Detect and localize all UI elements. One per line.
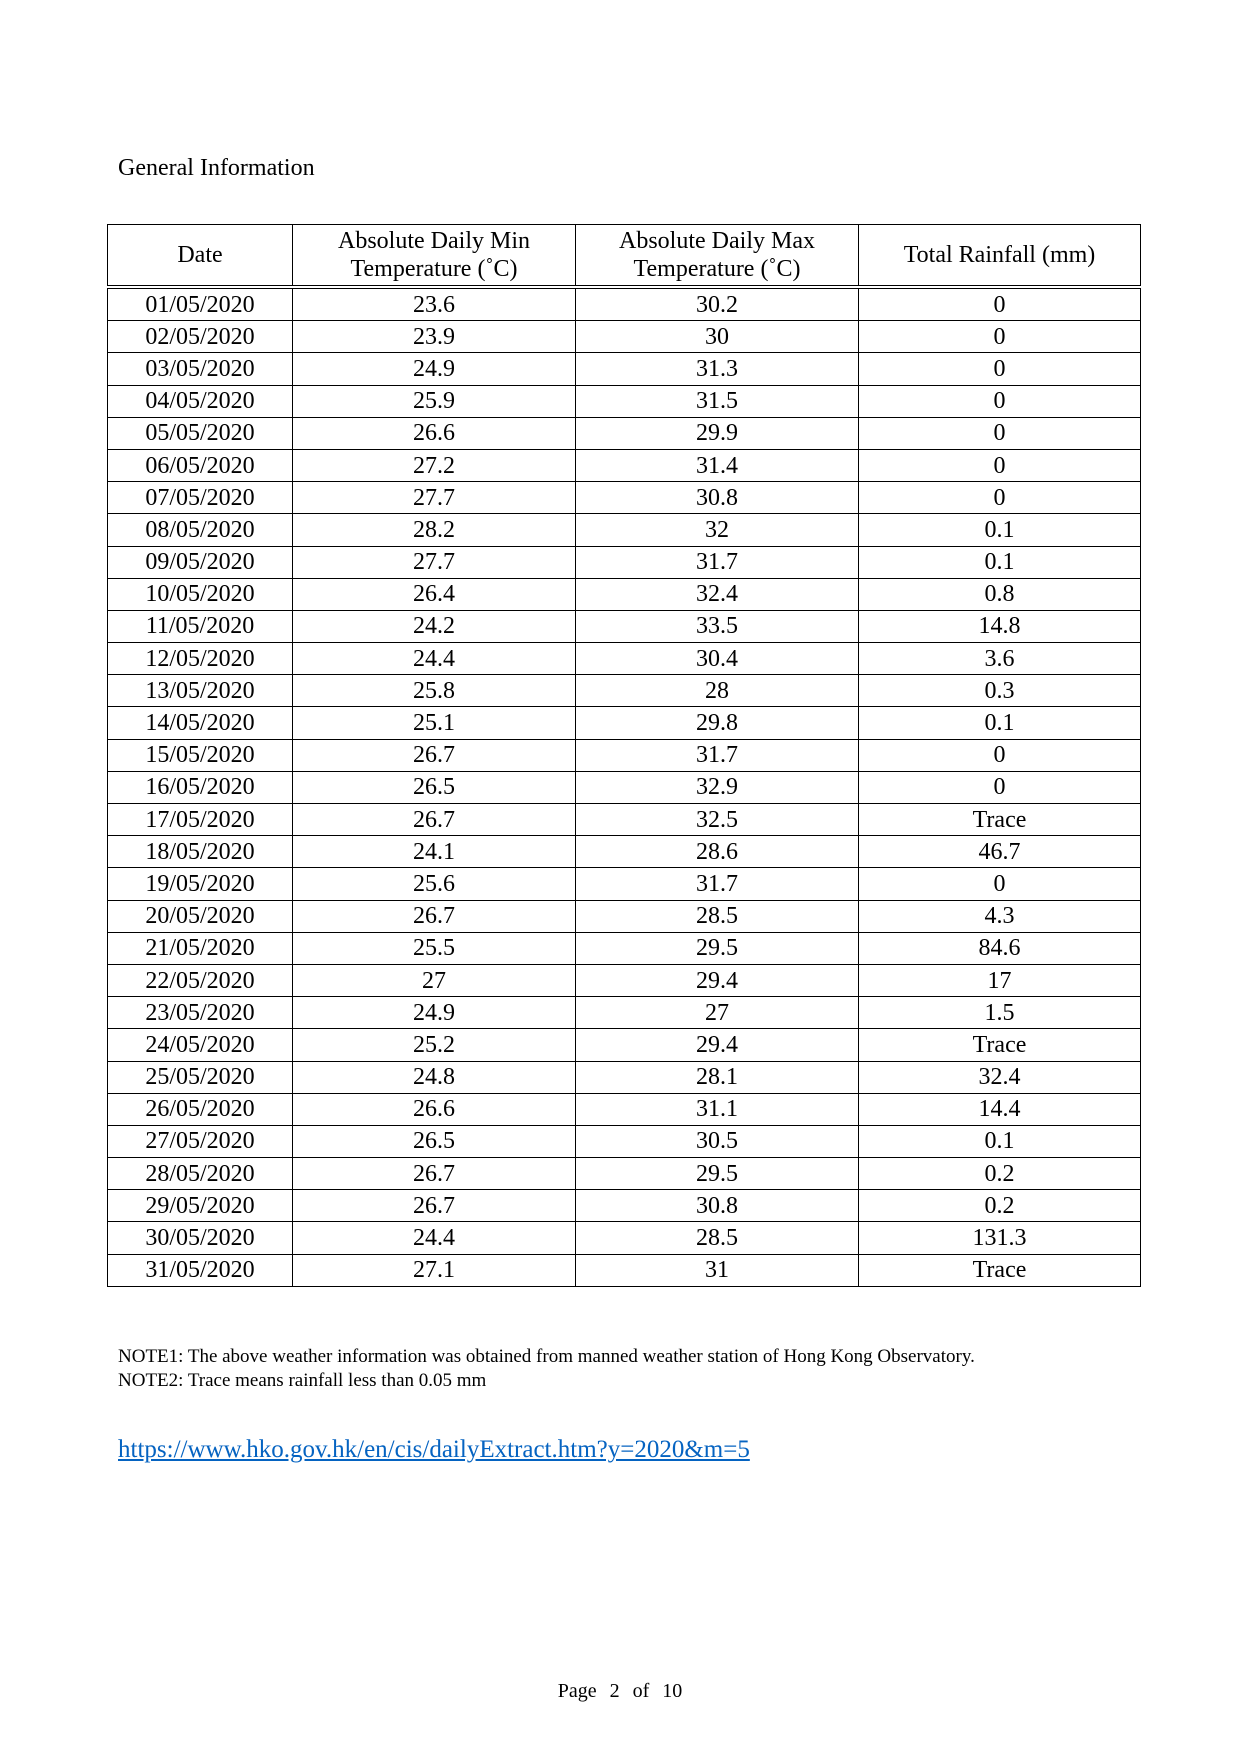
cell-rainfall: 0 — [859, 739, 1141, 771]
cell-min-temp: 25.2 — [293, 1029, 576, 1061]
cell-rainfall: 84.6 — [859, 932, 1141, 964]
cell-min-temp: 25.9 — [293, 385, 576, 417]
cell-date: 28/05/2020 — [108, 1158, 293, 1190]
cell-min-temp: 26.4 — [293, 578, 576, 610]
header-min-temp: Absolute Daily Min Temperature (˚C) — [293, 225, 576, 288]
cell-rainfall: 14.8 — [859, 610, 1141, 642]
cell-min-temp: 26.7 — [293, 739, 576, 771]
cell-max-temp: 32.5 — [576, 804, 859, 836]
cell-rainfall: 32.4 — [859, 1061, 1141, 1093]
note-1: NOTE1: The above weather information was obtained from manned weather station of Hong Kong Observatory. — [118, 1346, 975, 1367]
cell-date: 08/05/2020 — [108, 514, 293, 546]
cell-date: 27/05/2020 — [108, 1125, 293, 1157]
cell-min-temp: 26.7 — [293, 1190, 576, 1222]
cell-max-temp: 28.6 — [576, 836, 859, 868]
cell-min-temp: 25.8 — [293, 675, 576, 707]
cell-max-temp: 30.2 — [576, 287, 859, 321]
cell-rainfall: 0.8 — [859, 578, 1141, 610]
cell-date: 29/05/2020 — [108, 1190, 293, 1222]
cell-date: 23/05/2020 — [108, 997, 293, 1029]
cell-min-temp: 26.7 — [293, 804, 576, 836]
cell-date: 04/05/2020 — [108, 385, 293, 417]
cell-date: 22/05/2020 — [108, 964, 293, 996]
cell-date: 30/05/2020 — [108, 1222, 293, 1254]
cell-max-temp: 32.9 — [576, 771, 859, 803]
table-row — [108, 836, 1141, 868]
cell-min-temp: 25.5 — [293, 932, 576, 964]
cell-min-temp: 24.4 — [293, 1222, 576, 1254]
cell-rainfall: 0.1 — [859, 514, 1141, 546]
table-row — [108, 1125, 1141, 1157]
cell-max-temp: 30.4 — [576, 643, 859, 675]
cell-min-temp: 26.7 — [293, 900, 576, 932]
notes — [118, 1345, 975, 1393]
cell-min-temp: 26.5 — [293, 1125, 576, 1157]
cell-date: 16/05/2020 — [108, 771, 293, 803]
cell-rainfall: 0.2 — [859, 1158, 1141, 1190]
cell-min-temp: 26.6 — [293, 1093, 576, 1125]
cell-max-temp: 28.5 — [576, 900, 859, 932]
cell-rainfall: 0 — [859, 385, 1141, 417]
cell-max-temp: 29.9 — [576, 417, 859, 449]
table-row — [108, 1190, 1141, 1222]
cell-date: 02/05/2020 — [108, 321, 293, 353]
table-row — [108, 546, 1141, 578]
table-row — [108, 482, 1141, 514]
cell-max-temp: 30.8 — [576, 1190, 859, 1222]
cell-rainfall: 0.2 — [859, 1190, 1141, 1222]
cell-date: 20/05/2020 — [108, 900, 293, 932]
cell-rainfall: 46.7 — [859, 836, 1141, 868]
cell-max-temp: 33.5 — [576, 610, 859, 642]
table-row — [108, 675, 1141, 707]
cell-min-temp: 24.9 — [293, 353, 576, 385]
cell-max-temp: 31.3 — [576, 353, 859, 385]
cell-max-temp: 30 — [576, 321, 859, 353]
cell-min-temp: 27.7 — [293, 482, 576, 514]
cell-min-temp: 23.6 — [293, 287, 576, 321]
cell-rainfall: 17 — [859, 964, 1141, 996]
table-row — [108, 287, 1141, 321]
cell-max-temp: 29.4 — [576, 1029, 859, 1061]
cell-date: 12/05/2020 — [108, 643, 293, 675]
cell-date: 14/05/2020 — [108, 707, 293, 739]
table-row — [108, 932, 1141, 964]
table-header-row — [108, 225, 1141, 288]
cell-date: 15/05/2020 — [108, 739, 293, 771]
cell-rainfall: 1.5 — [859, 997, 1141, 1029]
cell-max-temp: 30.5 — [576, 1125, 859, 1157]
cell-max-temp: 29.4 — [576, 964, 859, 996]
cell-max-temp: 31.7 — [576, 546, 859, 578]
table-row — [108, 321, 1141, 353]
cell-date: 11/05/2020 — [108, 610, 293, 642]
cell-date: 09/05/2020 — [108, 546, 293, 578]
cell-date: 05/05/2020 — [108, 417, 293, 449]
cell-min-temp: 27 — [293, 964, 576, 996]
table-row — [108, 900, 1141, 932]
page-word: Page — [557, 1680, 597, 1702]
cell-min-temp: 25.6 — [293, 868, 576, 900]
header-date: Date — [108, 225, 293, 288]
cell-max-temp: 31.7 — [576, 868, 859, 900]
table-row — [108, 1093, 1141, 1125]
cell-max-temp: 28.1 — [576, 1061, 859, 1093]
page-footer — [0, 1680, 1240, 1703]
cell-min-temp: 26.5 — [293, 771, 576, 803]
cell-rainfall: 0.1 — [859, 1125, 1141, 1157]
cell-rainfall: 0 — [859, 353, 1141, 385]
cell-min-temp: 28.2 — [293, 514, 576, 546]
cell-date: 13/05/2020 — [108, 675, 293, 707]
cell-rainfall: 4.3 — [859, 900, 1141, 932]
table-row — [108, 417, 1141, 449]
cell-rainfall: Trace — [859, 1254, 1141, 1286]
header-max-temp: Absolute Daily Max Temperature (˚C) — [576, 225, 859, 288]
cell-max-temp: 31 — [576, 1254, 859, 1286]
cell-date: 01/05/2020 — [108, 287, 293, 321]
cell-date: 31/05/2020 — [108, 1254, 293, 1286]
cell-rainfall: 3.6 — [859, 643, 1141, 675]
cell-rainfall: 0 — [859, 321, 1141, 353]
cell-rainfall: 0 — [859, 482, 1141, 514]
cell-rainfall: Trace — [859, 1029, 1141, 1061]
cell-max-temp: 29.5 — [576, 1158, 859, 1190]
table-row — [108, 578, 1141, 610]
cell-min-temp: 27.1 — [293, 1254, 576, 1286]
table-row — [108, 1158, 1141, 1190]
cell-max-temp: 31.1 — [576, 1093, 859, 1125]
weather-table — [107, 224, 1141, 1287]
cell-rainfall: Trace — [859, 804, 1141, 836]
cell-rainfall: 0.1 — [859, 546, 1141, 578]
table-row — [108, 997, 1141, 1029]
table-row — [108, 707, 1141, 739]
cell-rainfall: 0 — [859, 868, 1141, 900]
cell-max-temp: 27 — [576, 997, 859, 1029]
table-row — [108, 643, 1141, 675]
cell-date: 26/05/2020 — [108, 1093, 293, 1125]
page-current: 2 — [609, 1680, 620, 1702]
cell-date: 18/05/2020 — [108, 836, 293, 868]
cell-rainfall: 131.3 — [859, 1222, 1141, 1254]
table-row — [108, 1061, 1141, 1093]
cell-min-temp: 24.4 — [293, 643, 576, 675]
header-rainfall: Total Rainfall (mm) — [859, 225, 1141, 288]
table-row — [108, 739, 1141, 771]
table-row — [108, 1254, 1141, 1286]
table-row — [108, 514, 1141, 546]
cell-max-temp: 28.5 — [576, 1222, 859, 1254]
table-row — [108, 353, 1141, 385]
note-2: NOTE2: Trace means rainfall less than 0.05 mm — [118, 1370, 487, 1391]
cell-max-temp: 28 — [576, 675, 859, 707]
source-link[interactable]: https://www.hko.gov.hk/en/cis/dailyExtract.htm?y=2020&m=5 — [118, 1436, 750, 1463]
cell-max-temp: 32 — [576, 514, 859, 546]
cell-rainfall: 14.4 — [859, 1093, 1141, 1125]
cell-max-temp: 29.5 — [576, 932, 859, 964]
table-row — [108, 804, 1141, 836]
table-row — [108, 964, 1141, 996]
cell-max-temp: 31.5 — [576, 385, 859, 417]
table-row — [108, 449, 1141, 481]
page-total: 10 — [662, 1680, 683, 1702]
cell-min-temp: 24.9 — [293, 997, 576, 1029]
cell-max-temp: 30.8 — [576, 482, 859, 514]
cell-max-temp: 32.4 — [576, 578, 859, 610]
cell-date: 19/05/2020 — [108, 868, 293, 900]
cell-max-temp: 29.8 — [576, 707, 859, 739]
cell-rainfall: 0.3 — [859, 675, 1141, 707]
cell-date: 21/05/2020 — [108, 932, 293, 964]
cell-min-temp: 25.1 — [293, 707, 576, 739]
cell-min-temp: 23.9 — [293, 321, 576, 353]
table-row — [108, 1222, 1141, 1254]
cell-max-temp: 31.7 — [576, 739, 859, 771]
page-of-word: of — [632, 1680, 650, 1702]
cell-min-temp: 24.1 — [293, 836, 576, 868]
table-row — [108, 385, 1141, 417]
cell-min-temp: 27.7 — [293, 546, 576, 578]
table-row — [108, 868, 1141, 900]
cell-rainfall: 0 — [859, 287, 1141, 321]
cell-date: 17/05/2020 — [108, 804, 293, 836]
cell-max-temp: 31.4 — [576, 449, 859, 481]
cell-date: 24/05/2020 — [108, 1029, 293, 1061]
cell-date: 06/05/2020 — [108, 449, 293, 481]
cell-rainfall: 0 — [859, 417, 1141, 449]
cell-date: 25/05/2020 — [108, 1061, 293, 1093]
cell-date: 07/05/2020 — [108, 482, 293, 514]
cell-date: 03/05/2020 — [108, 353, 293, 385]
section-heading: General Information — [118, 155, 315, 181]
cell-date: 10/05/2020 — [108, 578, 293, 610]
cell-min-temp: 24.2 — [293, 610, 576, 642]
table-row — [108, 771, 1141, 803]
cell-min-temp: 26.7 — [293, 1158, 576, 1190]
cell-min-temp: 24.8 — [293, 1061, 576, 1093]
cell-rainfall: 0 — [859, 449, 1141, 481]
table-body — [108, 287, 1141, 1286]
table-row — [108, 610, 1141, 642]
cell-rainfall: 0 — [859, 771, 1141, 803]
cell-min-temp: 27.2 — [293, 449, 576, 481]
cell-rainfall: 0.1 — [859, 707, 1141, 739]
cell-min-temp: 26.6 — [293, 417, 576, 449]
table-row — [108, 1029, 1141, 1061]
